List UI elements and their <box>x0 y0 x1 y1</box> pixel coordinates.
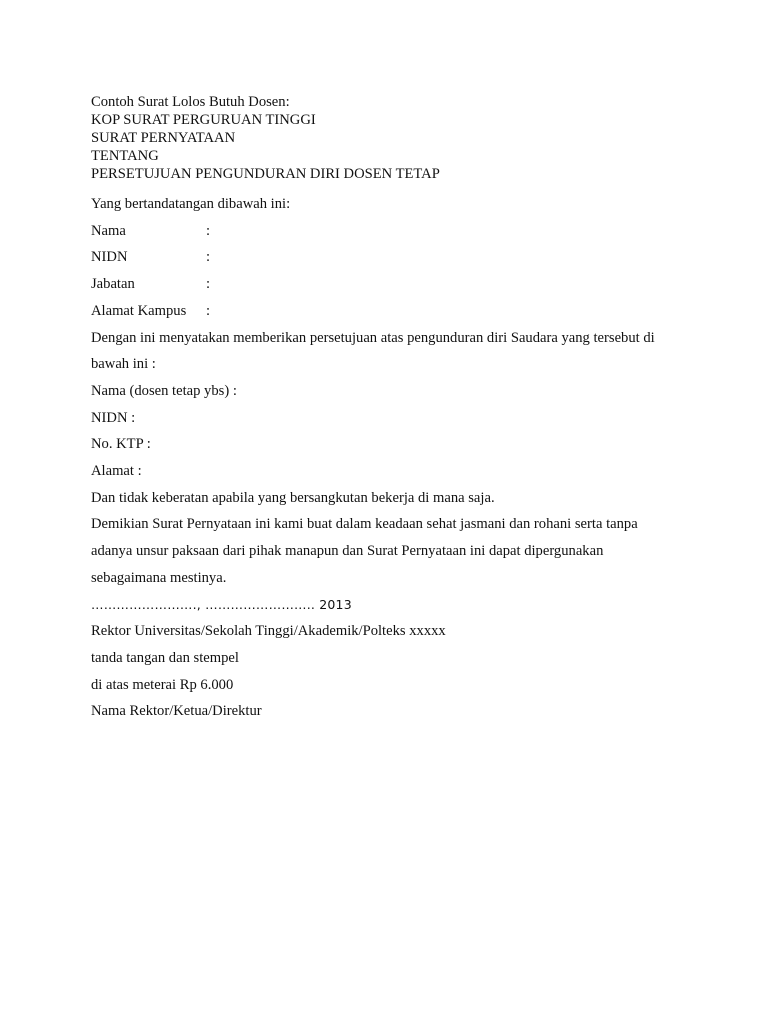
subject-field-nidn: NIDN : <box>91 409 136 426</box>
paragraph-line: bawah ini : <box>91 356 156 373</box>
heading-line: PERSETUJUAN PENGUNDURAN DIRI DOSEN TETAP <box>91 166 440 182</box>
paragraph-line: adanya unsur paksaan dari pihak manapun dan Surat Pernyataan ini dapat dipergunakan <box>91 543 604 560</box>
subject-field-nama: Nama (dosen tetap ybs) : <box>91 382 237 399</box>
signer-field-nidn <box>91 244 691 271</box>
signer-fields <box>91 218 691 325</box>
stamp-duty-note: di atas meterai Rp 6.000 <box>91 676 234 693</box>
closing-paragraph <box>91 511 691 591</box>
heading-line: SURAT PERNYATAAN <box>91 130 236 146</box>
signature-note: tanda tangan dan stempel <box>91 649 239 666</box>
intro-text: Yang bertandatangan dibawah ini: <box>91 196 291 212</box>
heading-line: Contoh Surat Lolos Butuh Dosen: <box>91 94 290 110</box>
letter-heading <box>91 93 691 183</box>
heading-line: KOP SURAT PERGURUAN TINGGI <box>91 112 316 128</box>
signature-block <box>91 618 691 725</box>
subject-fields <box>91 378 691 485</box>
signer-field-alamat-kampus <box>91 298 691 325</box>
signer-field-jabatan <box>91 271 691 298</box>
field-separator: : <box>206 302 211 319</box>
field-separator: : <box>206 222 211 239</box>
signer-field-nama <box>91 218 691 245</box>
subject-field-alamat: Alamat : <box>91 463 142 480</box>
statement-paragraph <box>91 325 691 378</box>
subject-field-ktp: No. KTP : <box>91 436 151 453</box>
paragraph-line: Demikian Surat Pernyataan ini kami buat dalam keadaan sehat jasmani dan rohani serta tanpa <box>91 516 638 533</box>
heading-line: TENTANG <box>91 148 159 164</box>
paragraph-line: sebagaimana mestinya. <box>91 569 227 586</box>
field-label: Alamat Kampus <box>91 302 187 319</box>
field-separator: : <box>206 249 211 266</box>
field-separator: : <box>206 276 211 293</box>
field-label: Jabatan <box>91 276 135 293</box>
field-label: Nama <box>91 222 126 239</box>
letter-body <box>91 93 691 725</box>
paragraph-line: Dengan ini menyatakan memberikan persetujuan atas pengunduran diri Saudara yang tersebut di <box>91 329 655 346</box>
signatory-name: Nama Rektor/Ketua/Direktur <box>91 703 262 720</box>
field-label: NIDN <box>91 249 128 266</box>
date-line: ……………………., …………………….. 2013 <box>91 596 352 612</box>
signature-title: Rektor Universitas/Sekolah Tinggi/Akademik/Polteks xxxxx <box>91 623 446 640</box>
no-objection-text: Dan tidak keberatan apabila yang bersangkutan bekerja di mana saja. <box>91 489 495 506</box>
